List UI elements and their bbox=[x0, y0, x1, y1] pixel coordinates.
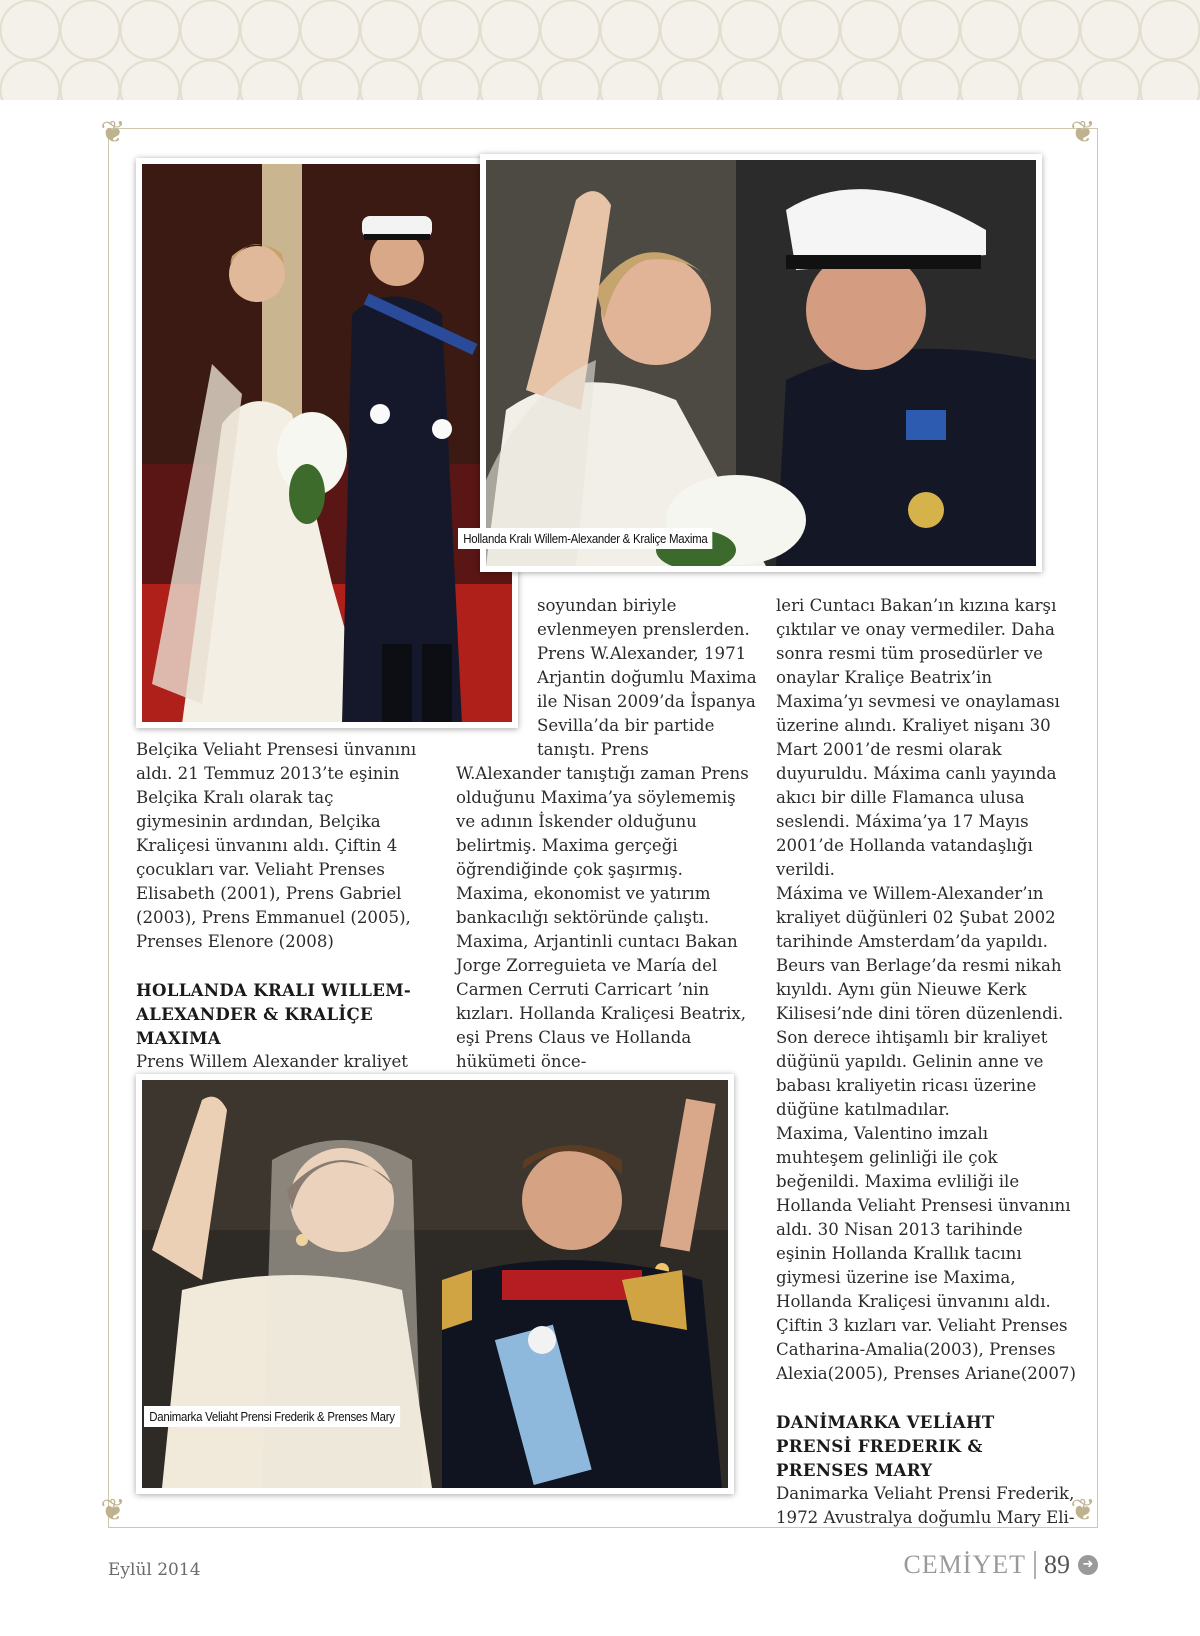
ornament-icon: ❦ bbox=[100, 1493, 126, 1528]
text-column-3 bbox=[776, 594, 1076, 1530]
issue-date: Eylül 2014 bbox=[108, 1560, 201, 1580]
paragraph: soyundan biriyle evlenmeyen prenslerden. Prens W.Alexander, 1971 Arjantin doğumlu Maxima ile Nisan 2009’da İspanya Sevilla’da bir partide tanıştı. Prens bbox=[537, 596, 757, 759]
ornament-icon: ❦ bbox=[1070, 1493, 1096, 1528]
decorative-header-pattern bbox=[0, 0, 1200, 100]
ornament-icon: ❦ bbox=[1070, 115, 1096, 150]
paragraph: Máxima ve Willem-Alexander’ın kraliyet düğünleri 02 Şubat 2002 tarihinde Amsterdam’da yapıldı. Beurs van Berlage’da resmi nikah kıyıldı. Aynı gün Nieuwe Kerk Kilisesi’nde dini tören düzenlendi. Son derece ihtişamlı bir kraliyet düğünü yapıldı. Gelinin anne ve babası kraliyetin ricası üzerine düğüne katılmadılar. bbox=[776, 884, 1064, 1119]
text-column-1 bbox=[136, 738, 430, 1074]
photo-caption: Danimarka Veliaht Prensi Frederik & Prenses Mary bbox=[144, 1406, 400, 1427]
photo-frederik-mary bbox=[136, 1074, 734, 1494]
page-number: 89 bbox=[1044, 1550, 1070, 1579]
paragraph: W.Alexander tanıştığı zaman Prens olduğunu Maxima’ya söylememiş ve adının İskender olduğunu belirtmiş. Maxima gerçeği öğrendiğinde çok şaşırmış. Maxima, ekonomist ve yatırım bankacılığı sektöründe çalıştı. bbox=[456, 764, 749, 927]
paragraph: Danimarka Veliaht Prensi Frederik, 1972 Avustralya doğumlu Mary Eli- bbox=[776, 1484, 1075, 1527]
divider bbox=[1034, 1551, 1036, 1579]
magazine-brand: CEMİYET bbox=[903, 1550, 1026, 1579]
ornament-icon: ❦ bbox=[100, 115, 126, 150]
paragraph: leri Cuntacı Bakan’ın kızına karşı çıktılar ve onay vermediler. Daha sonra resmi tüm prosedürler ve onaylar Kraliçe Beatrix’in Maxima’yı sevmesi ve onaylaması üzerine alındı. Kraliyet nişanı 30 Mart 2001’de resmi olarak duyuruldu. Máxima canlı yayında akıcı bir dille Flamanca ulusa seslendi. Máxima’ya 17 Mayıs 2001’de Hollanda vatandaşlığı verildi. bbox=[776, 596, 1060, 879]
section-heading: DANİMARKA VELİAHT PRENSİ FREDERIK & PRENSES MARY bbox=[776, 1412, 995, 1480]
paragraph: Maxima, Valentino imzalı muhteşem gelinliği ile çok beğenildi. Maxima evliliği ile Hollanda Veliaht Prensesi ünvanını aldı. 30 Nisan 2013 tarihinde eşinin Hollanda Krallık tacını giymesi üzerine ise Maxima, Hollanda Kraliçesi ünvanını aldı. Çiftin 3 kızları var. Veliaht Prenses Catharina-Amalia(2003), Prenses Alexia(2005), Prenses Ariane(2007) bbox=[776, 1124, 1076, 1383]
text-column-2b bbox=[456, 762, 756, 1074]
paragraph: Maxima, Arjantinli cuntacı Bakan Jorge Zorreguieta ve María del Carmen Cerruti Carricart ’nin kızları. Hollanda Kraliçesi Beatrix, eşi Prens Claus ve Hollanda hükümeti önce- bbox=[456, 932, 747, 1071]
photo-willem-maxima-balcony bbox=[480, 154, 1042, 572]
paragraph: Belçika Veliaht Prensesi ünvanını aldı. 21 Temmuz 2013’te eşinin Belçika Kralı olarak taç giymesinin ardından, Belçika Kraliçesi ünvanını aldı. Çiftin 4 çocukları var. Veliaht Prenses Elisabeth (2001), Prens Gabriel (2003), Prens Emmanuel (2005), Prenses Elenore (2008) bbox=[136, 740, 417, 951]
page-footer bbox=[903, 1550, 1098, 1580]
paragraph: Prens Willem Alexander kraliyet bbox=[136, 1052, 408, 1071]
section-heading: HOLLANDA KRALI WILLEM-ALEXANDER & KRALİÇE MAXIMA bbox=[136, 980, 412, 1048]
next-arrow-icon[interactable]: ➜ bbox=[1078, 1555, 1098, 1575]
photo-caption: Hollanda Kralı Willem-Alexander & Kraliçe Maxima bbox=[458, 528, 713, 549]
photo-willem-maxima-wedding bbox=[136, 158, 518, 728]
text-column-2a bbox=[537, 594, 757, 762]
